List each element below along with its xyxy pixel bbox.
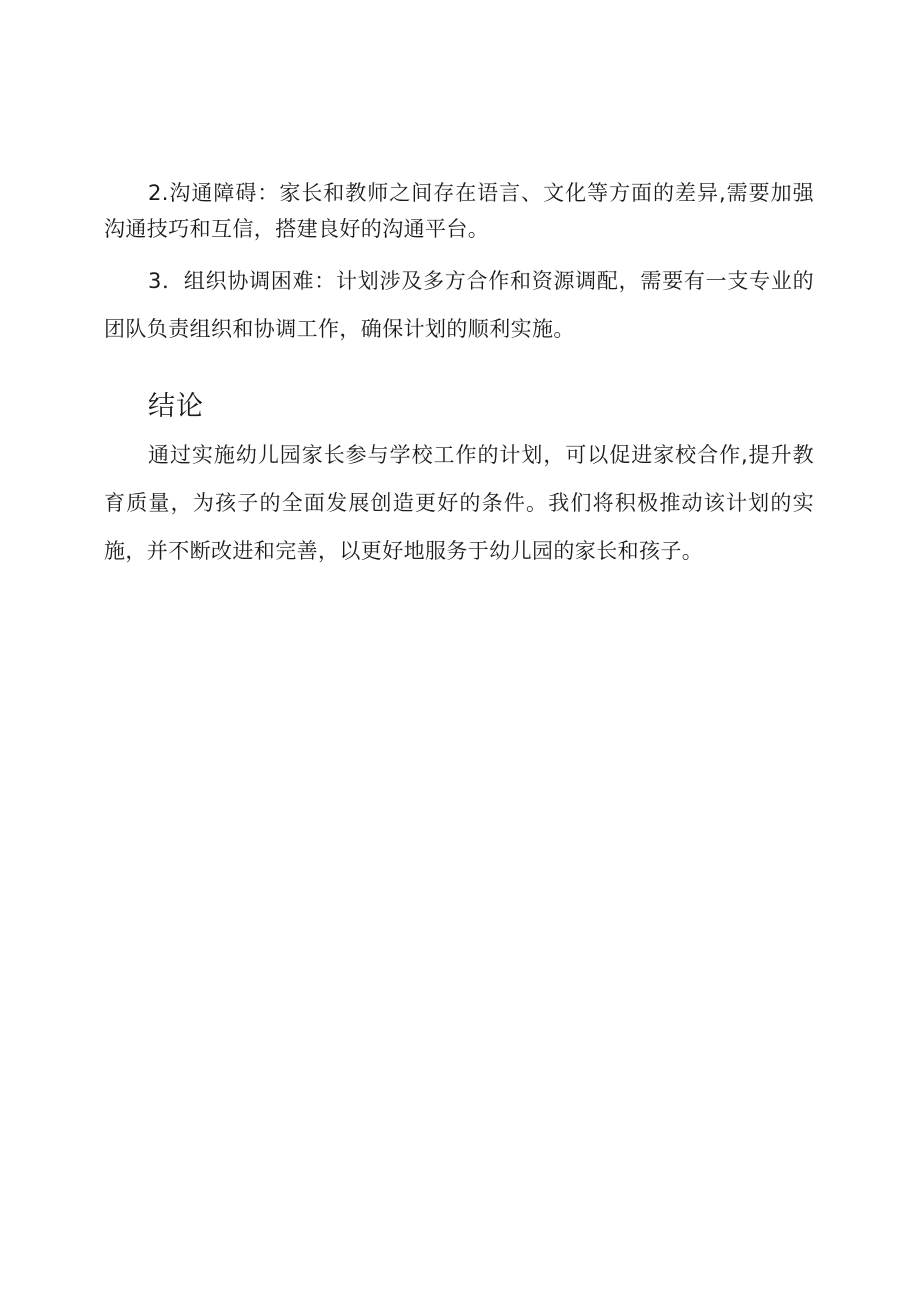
document-content xyxy=(104,175,814,575)
paragraph-communication-barrier: 2.沟通障碍：家长和教师之间存在语言、文化等方面的差异,需要加强沟通技巧和互信，搭建良好的沟通平台。 xyxy=(104,181,814,241)
conclusion-paragraph: 通过实施幼儿园家长参与学校工作的计划，可以促进家校合作,提升教育质量，为孩子的全面发展创造更好的条件。我们将积极推动该计划的实施，并不断改进和完善，以更好地服务于幼儿园的家长和孩子。 xyxy=(104,443,814,563)
conclusion-heading: 结论 xyxy=(148,391,204,422)
paragraph-coordination-difficulty: 3．组织协调困难：计划涉及多方合作和资源调配，需要有一支专业的团队负责组织和协调工作，确保计划的顺利实施。 xyxy=(104,269,814,341)
